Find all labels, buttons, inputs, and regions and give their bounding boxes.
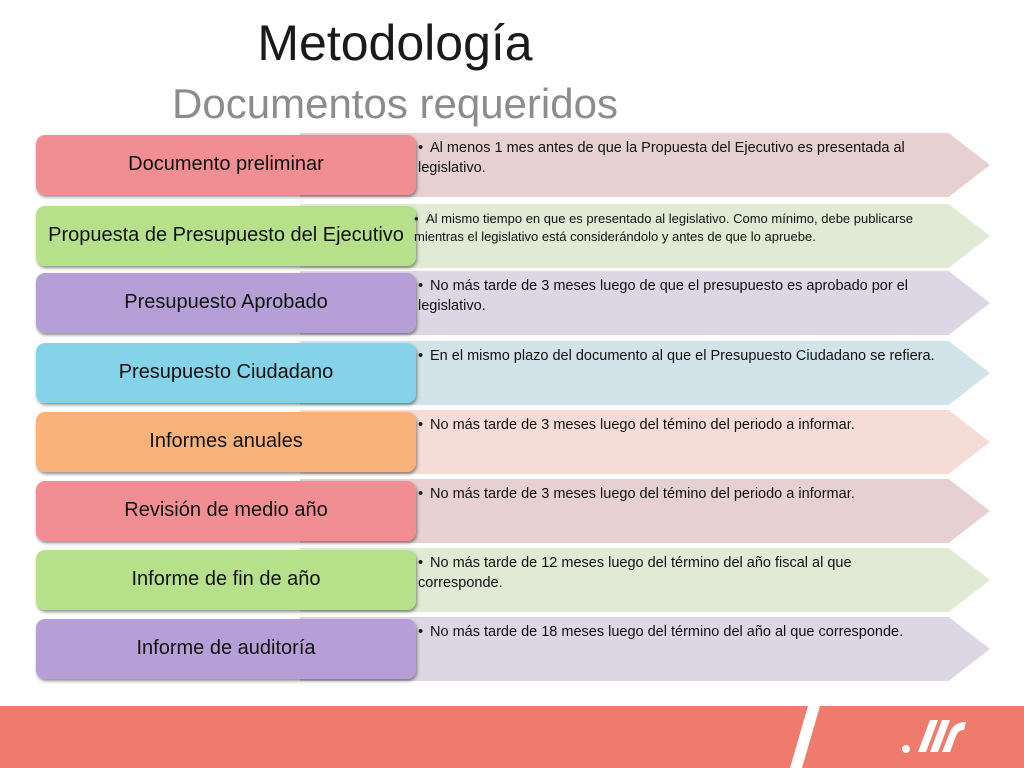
bullet: • [418,555,424,571]
timing-text: No más tarde de 18 meses luego del término del año al que corresponde. [430,624,904,640]
timing-text: No más tarde de 12 meses luego del término del año fiscal al que corresponde. [418,555,852,591]
timing-description [418,416,938,436]
bullet: • [418,486,424,502]
bullet: • [418,278,424,294]
timing-description [418,347,938,367]
timing-description [414,210,934,245]
timing-text: No más tarde de 3 meses luego de que el presupuesto es aprobado por el legislativo. [418,278,909,314]
document-row [0,204,1024,268]
timing-description [418,623,938,643]
bullet: • [418,417,424,433]
document-label: Propuesta de Presupuesto del Ejecutivo [36,206,416,266]
timing-text: Al mismo tiempo en que es presentado al legislativo. Como mínimo, debe publicarse mientras el legislativo está considerándolo y antes de que lo apruebe. [414,211,914,244]
timing-description [418,277,938,316]
timing-description [418,485,938,505]
timing-description [418,554,938,593]
document-label: Documento preliminar [36,135,416,195]
document-row [0,479,1024,543]
institution-logo-icon [898,716,968,756]
bullet: • [418,624,424,640]
bullet: • [418,348,424,364]
document-label: Presupuesto Aprobado [36,273,416,333]
timing-description [418,139,938,178]
page-title: Metodología [257,15,533,71]
document-label: Revisión de medio año [36,481,416,541]
document-row [0,410,1024,474]
document-row [0,271,1024,335]
document-label: Informes anuales [36,412,416,472]
timing-text: No más tarde de 3 meses luego del témino del periodo a informar. [430,417,855,433]
footer-bar [0,706,1024,768]
document-row [0,617,1024,681]
document-label: Presupuesto Ciudadano [36,343,416,403]
page-subtitle: Documentos requeridos [172,80,618,127]
document-row [0,548,1024,612]
document-row [0,341,1024,405]
timing-text: No más tarde de 3 meses luego del témino del periodo a informar. [430,486,855,502]
document-row [0,133,1024,197]
timing-text: Al menos 1 mes antes de que la Propuesta del Ejecutivo es presentada al legislativo. [418,140,905,176]
bullet: • [414,211,419,226]
bullet: • [418,140,424,156]
timing-text: En el mismo plazo del documento al que el Presupuesto Ciudadano se refiera. [430,348,935,364]
document-label: Informe de fin de año [36,550,416,610]
document-label: Informe de auditoría [36,619,416,679]
